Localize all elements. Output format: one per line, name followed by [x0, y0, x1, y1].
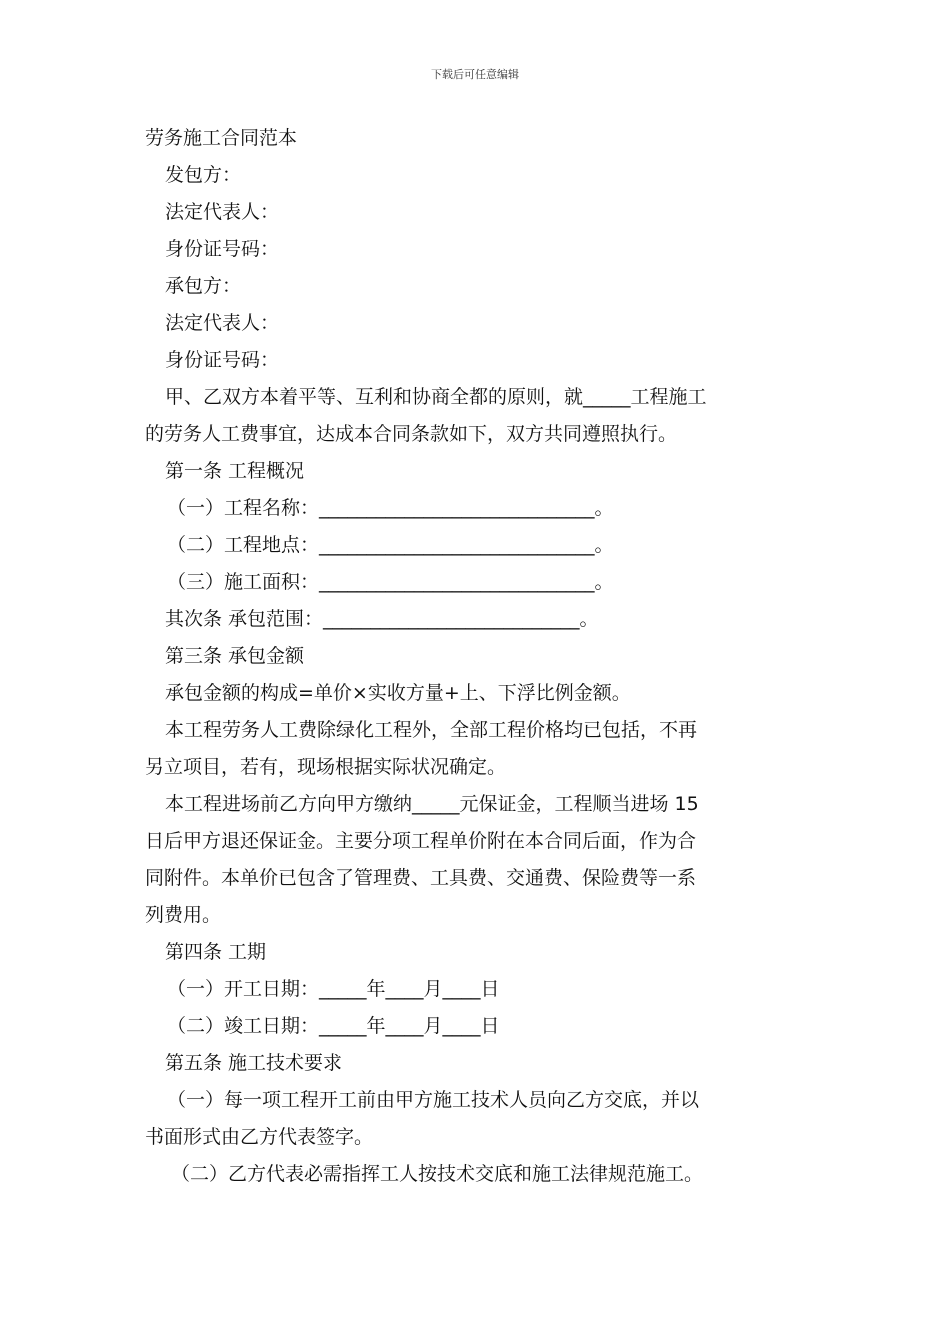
party-a-representative-field: 法定代表人：: [165, 201, 280, 223]
paragraph-line: 列费用。: [145, 904, 222, 926]
page-header: 下载后可任意编辑: [431, 68, 519, 81]
preamble-line: 的劳务人工费事宜，达成本合同条款如下，双方共同遵照执行。: [145, 423, 678, 445]
article-heading: 第一条 工程概况: [165, 460, 305, 482]
article-heading: 第三条 承包金额: [165, 645, 305, 667]
clause-line: （一）每一项工程开工前由甲方施工技术人员向乙方交底，并以: [167, 1089, 700, 1111]
document-body: [145, 120, 810, 1193]
paragraph-line: 日后甲方退还保证金。主要分项工程单价附在本合同后面，作为合: [145, 830, 697, 852]
party-b-id-field: 身份证号码：: [165, 349, 280, 371]
party-a-field: 发包方：: [165, 164, 242, 186]
clause-line: （三）施工面积：_____________________________。: [167, 571, 614, 593]
article-heading: 第四条 工期: [165, 941, 267, 963]
party-b-representative-field: 法定代表人：: [165, 312, 280, 334]
paragraph-line: 本工程劳务人工费除绿化工程外，全部工程价格均已包括，不再: [165, 719, 698, 741]
clause-line: （二）乙方代表必需指挥工人按技术交底和施工法律规范施工。: [171, 1163, 704, 1185]
preamble-line: 甲、乙双方本着平等、互利和协商全都的原则，就_____工程施工: [165, 386, 707, 408]
paragraph-line: 本工程进场前乙方向甲方缴纳_____元保证金，工程顺当进场 15: [165, 793, 699, 815]
paragraph-line: 承包金额的构成=单价×实收方量+上、下浮比例金额。: [165, 682, 631, 704]
paragraph-line: 同附件。本单价已包含了管理费、工具费、交通费、保险费等一系: [145, 867, 697, 889]
party-b-field: 承包方：: [165, 275, 242, 297]
article-heading: 其次条 承包范围：___________________________。: [165, 608, 599, 630]
article-heading: 第五条 施工技术要求: [165, 1052, 343, 1074]
paragraph-line: 另立项目，若有，现场根据实际状况确定。: [145, 756, 507, 778]
clause-line: （一）工程名称：_____________________________。: [167, 497, 614, 519]
clause-line: （二）工程地点：_____________________________。: [167, 534, 614, 556]
clause-line: （二）竣工日期：_____年____月____日: [167, 1015, 500, 1037]
clause-line: 书面形式由乙方代表签字。: [145, 1126, 374, 1148]
document-title: 劳务施工合同范本: [145, 127, 298, 149]
party-a-id-field: 身份证号码：: [165, 238, 280, 260]
clause-line: （一）开工日期：_____年____月____日: [167, 978, 500, 1000]
